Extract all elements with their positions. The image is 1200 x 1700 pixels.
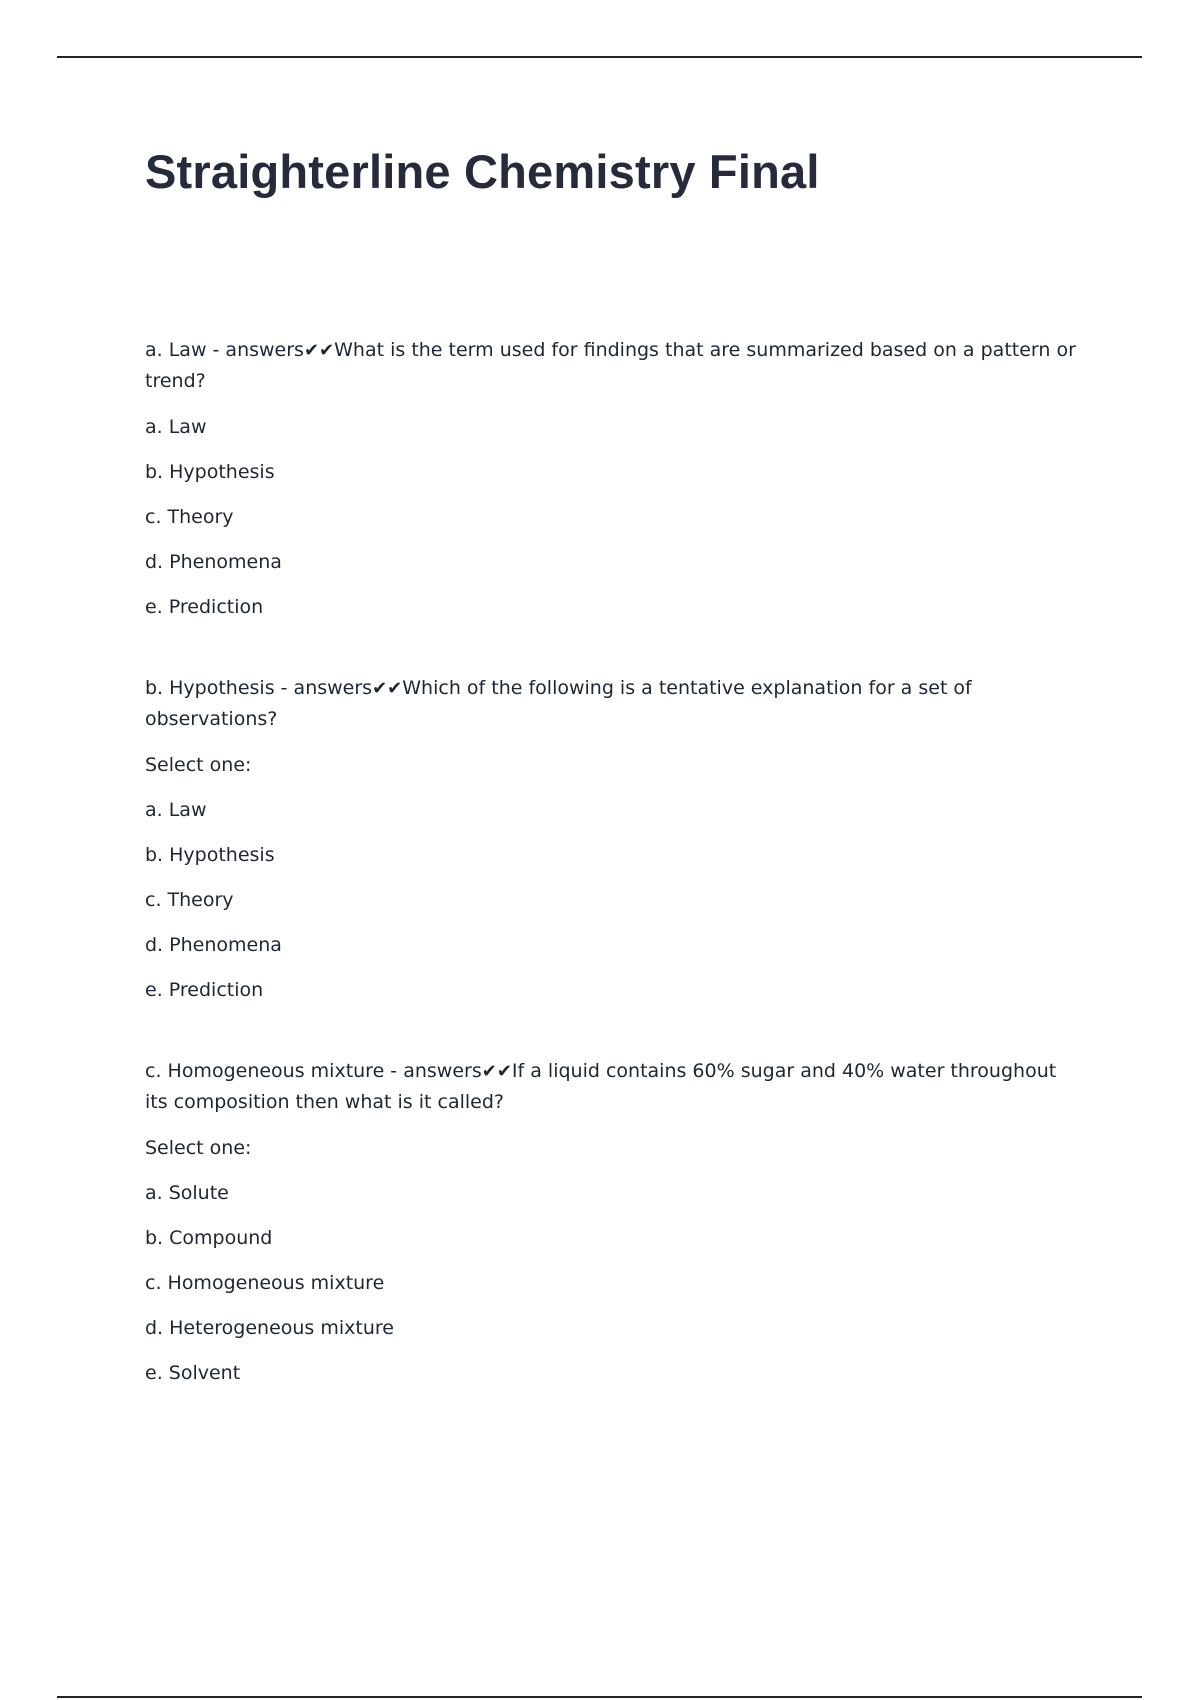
question-text: Which of the following is a tentative explanation for a set of observations? <box>145 677 972 730</box>
question-text: What is the term used for findings that are summarized based on a pattern or trend? <box>145 339 1076 392</box>
option-e: e. Solvent <box>145 1362 241 1384</box>
question-text: If a liquid contains 60% sugar and 40% water throughout its composition then what is it called? <box>145 1060 1057 1113</box>
question-block-2 <box>145 673 1080 1004</box>
top-rule <box>57 56 1142 58</box>
option-a: a. Law <box>145 799 207 821</box>
select-prompt: Select one: <box>145 1137 252 1159</box>
option-b: b. Compound <box>145 1227 273 1249</box>
checkmark-icon: ✔✔ <box>303 340 335 361</box>
checkmark-icon: ✔✔ <box>372 678 403 699</box>
option-a: a. Law <box>145 416 207 438</box>
answer-text: b. Hypothesis <box>145 677 275 699</box>
checkmark-icon: ✔✔ <box>481 1061 512 1082</box>
answer-text: c. Homogeneous mixture <box>145 1060 385 1082</box>
option-c: c. Homogeneous mixture <box>145 1272 385 1294</box>
option-e: e. Prediction <box>145 979 264 1001</box>
option-d: d. Phenomena <box>145 551 282 573</box>
bottom-rule <box>57 1696 1142 1698</box>
option-d: d. Phenomena <box>145 934 282 956</box>
answer-separator: - answers <box>384 1060 482 1082</box>
question-block-3 <box>145 1056 1080 1387</box>
option-e: e. Prediction <box>145 596 264 618</box>
option-b: b. Hypothesis <box>145 461 275 483</box>
question-stem <box>145 673 1080 734</box>
select-prompt: Select one: <box>145 754 252 776</box>
option-c: c. Theory <box>145 506 234 528</box>
question-block-1 <box>145 335 1080 621</box>
page-title: Straighterline Chemistry Final <box>145 145 820 198</box>
option-b: b. Hypothesis <box>145 844 275 866</box>
answer-separator: - answers <box>206 339 304 361</box>
option-d: d. Heterogeneous mixture <box>145 1317 394 1339</box>
document-body <box>145 335 1080 1405</box>
question-stem <box>145 335 1080 396</box>
option-c: c. Theory <box>145 889 234 911</box>
question-stem <box>145 1056 1080 1117</box>
answer-text: a. Law <box>145 339 207 361</box>
option-a: a. Solute <box>145 1182 229 1204</box>
answer-separator: - answers <box>274 677 373 699</box>
